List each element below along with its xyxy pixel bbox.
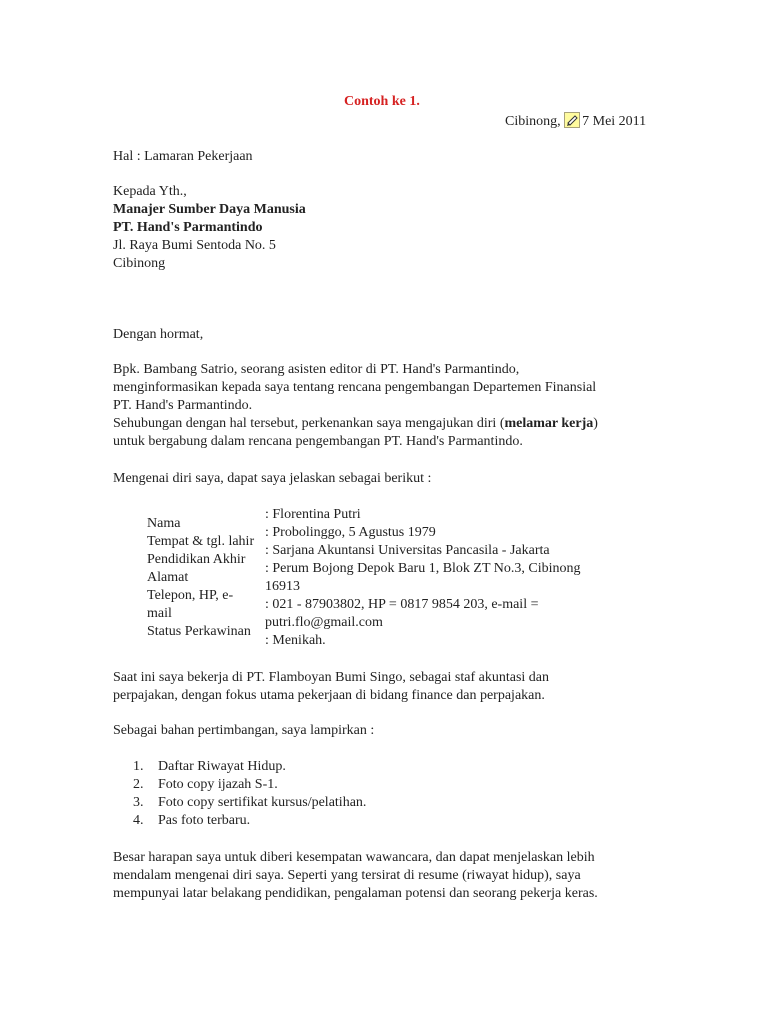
label-phone: Telepon, HP, e-	[147, 588, 234, 603]
pencil-icon[interactable]	[564, 112, 580, 128]
date-place: Cibinong,	[505, 114, 561, 129]
current-job-line: perpajakan, dengan fokus utama pekerjaan di bidang finance dan perpajakan.	[113, 688, 545, 703]
intro-line: untuk bergabung dalam rencana pengembangan PT. Hand's Parmantindo.	[113, 434, 523, 449]
value-birth: : Probolinggo, 5 Agustus 1979	[265, 525, 436, 540]
recipient-city: Cibinong	[113, 256, 166, 271]
subject-line: Hal : Lamaran Pekerjaan	[113, 149, 253, 164]
details-labels	[147, 515, 265, 641]
value-address-cont: 16913	[265, 579, 300, 594]
emphasis-text: melamar kerja	[504, 416, 594, 431]
attachments-list	[133, 758, 366, 830]
label-phone-cont: mail	[147, 606, 172, 621]
label-marital: Status Perkawinan	[147, 624, 251, 639]
recipient-position: Manajer Sumber Daya Manusia	[113, 202, 306, 217]
recipient-address: Jl. Raya Bumi Sentoda No. 5	[113, 238, 276, 253]
intro-line: Sehubungan dengan hal tersebut, perkenankan saya mengajukan diri (melamar kerja)	[113, 416, 598, 431]
label-name: Nama	[147, 516, 181, 531]
closing-paragraph	[113, 849, 673, 903]
intro-line: Bpk. Bambang Satrio, seorang asisten editor di PT. Hand's Parmantindo,	[113, 362, 520, 377]
closing-line: Besar harapan saya untuk diberi kesempatan wawancara, dan dapat menjelaskan lebih	[113, 850, 595, 865]
salutation: Dengan hormat,	[113, 327, 204, 342]
value-email: putri.flo@gmail.com	[265, 615, 383, 630]
about-intro: Mengenai diri saya, dapat saya jelaskan sebagai berikut :	[113, 471, 432, 486]
current-job-line: Saat ini saya bekerja di PT. Flamboyan Bumi Singo, sebagai staf akuntasi dan	[113, 670, 549, 685]
intro-line: PT. Hand's Parmantindo.	[113, 398, 253, 413]
date-line	[505, 112, 646, 131]
value-marital: : Menikah.	[265, 633, 326, 648]
recipient-greeting: Kepada Yth.,	[113, 184, 187, 199]
closing-line: mendalam mengenai diri saya. Seperti yang tersirat di resume (riwayat hidup), saya	[113, 868, 581, 883]
details-values	[265, 506, 625, 650]
attachments-intro: Sebagai bahan pertimbangan, saya lampirkan :	[113, 723, 375, 738]
label-birth: Tempat & tgl. lahir	[147, 534, 255, 549]
document-heading: Contoh ke 1.	[344, 94, 420, 109]
list-item: 1. Daftar Riwayat Hidup.	[133, 759, 286, 774]
value-contact: : 021 - 87903802, HP = 0817 9854 203, e-mail =	[265, 597, 539, 612]
current-job-paragraph	[113, 669, 673, 705]
value-name: : Florentina Putri	[265, 507, 361, 522]
list-item: 3. Foto copy sertifikat kursus/pelatihan.	[133, 795, 367, 810]
list-item: 4. Pas foto terbaru.	[133, 813, 251, 828]
label-education: Pendidikan Akhir	[147, 552, 246, 567]
intro-paragraph	[113, 361, 673, 451]
recipient-company: PT. Hand's Parmantindo	[113, 220, 263, 235]
intro-line: menginformasikan kepada saya tentang rencana pengembangan Departemen Finansial	[113, 380, 597, 395]
label-address: Alamat	[147, 570, 189, 585]
closing-line: mempunyai latar belakang pendidikan, pengalaman potensi dan seorang pekerja keras.	[113, 886, 598, 901]
date-value: 7 Mei 2011	[582, 114, 647, 129]
value-education: : Sarjana Akuntansi Universitas Pancasila - Jakarta	[265, 543, 550, 558]
value-address: : Perum Bojong Depok Baru 1, Blok ZT No.3, Cibinong	[265, 561, 581, 576]
list-item: 2. Foto copy ijazah S-1.	[133, 777, 278, 792]
